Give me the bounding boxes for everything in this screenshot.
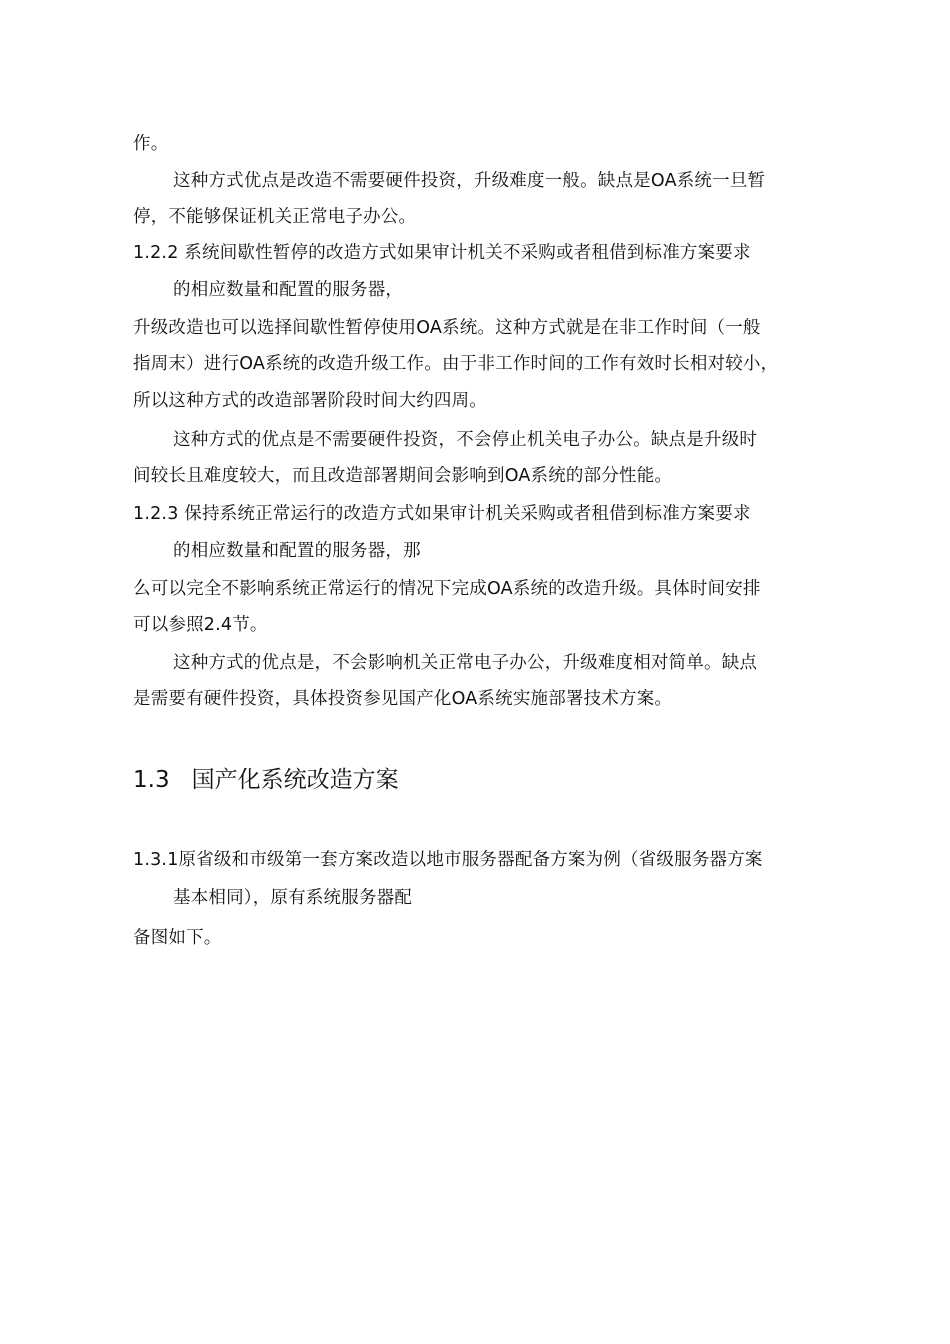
heading-number: 1.3 — [133, 767, 170, 793]
heading-title: 国产化系统改造方案 — [191, 767, 399, 793]
section-heading-1-3-1-cont: 基本相同），原有系统服务器配 — [173, 888, 413, 908]
paragraph-line: 作。 — [133, 134, 169, 154]
paragraph-line: 停，不能够保证机关正常电子办公。 — [133, 207, 417, 227]
paragraph-line: 升级改造也可以选择间歇性暂停使用OA系统。这种方式就是在非工作时间（一般 — [133, 318, 761, 338]
paragraph-line: 指周末）进行OA系统的改造升级工作。由于非工作时间的工作有效时长相对较小， — [133, 354, 779, 374]
paragraph-line: 这种方式的优点是不需要硬件投资，不会停止机关电子办公。缺点是升级时 — [173, 430, 758, 450]
paragraph-line: 么可以完全不影响系统正常运行的情况下完成OA系统的改造升级。具体时间安排 — [133, 579, 761, 599]
paragraph-line: 这种方式优点是改造不需要硬件投资，升级难度一般。缺点是OA系统一旦暂 — [173, 171, 766, 191]
section-heading-1-2-2-cont: 的相应数量和配置的服务器， — [173, 280, 404, 300]
section-heading-1-3-1: 1.3.1原省级和市级第一套方案改造以地市服务器配备方案为例（省级服务器方案 — [133, 850, 763, 870]
paragraph-line: 所以这种方式的改造部署阶段时间大约四周。 — [133, 391, 487, 411]
section-heading-1-2-3: 1.2.3 保持系统正常运行的改造方式如果审计机关采购或者租借到标准方案要求 — [133, 504, 751, 524]
section-heading-1-2-3-cont: 的相应数量和配置的服务器，那 — [173, 541, 421, 561]
paragraph-line: 这种方式的优点是，不会影响机关正常电子办公，升级难度相对简单。缺点 — [173, 653, 758, 673]
paragraph-line: 备图如下。 — [133, 928, 222, 948]
section-heading-1-2-2: 1.2.2 系统间歇性暂停的改造方式如果审计机关不采购或者租借到标准方案要求 — [133, 243, 751, 263]
paragraph-line: 是需要有硬件投资，具体投资参见国产化OA系统实施部署技术方案。 — [133, 689, 673, 709]
paragraph-line: 间较长且难度较大，而且改造部署期间会影响到OA系统的部分性能。 — [133, 466, 673, 486]
paragraph-line: 可以参照2.4节。 — [133, 615, 268, 635]
section-heading-1-3 — [133, 766, 399, 794]
